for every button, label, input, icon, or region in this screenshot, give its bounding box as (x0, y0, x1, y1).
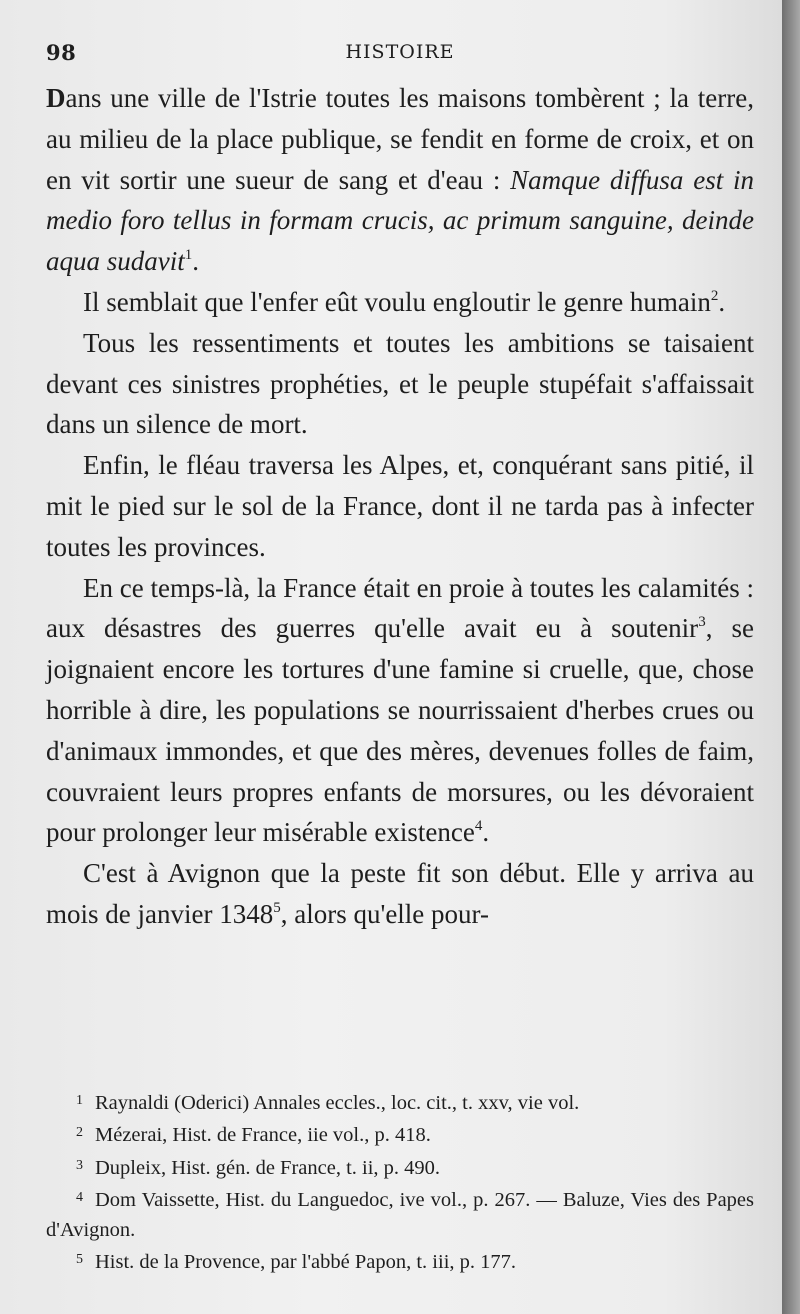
footnote-number: 1 (76, 1093, 83, 1108)
paragraph-6 (46, 853, 754, 935)
footnotes (46, 1086, 754, 1277)
paragraph-1 (46, 78, 754, 282)
footnote-number: 4 (76, 1190, 83, 1206)
footnote-text: Hist. de la Provence, par l'abbé Papon, t. iii, p. 177. (95, 1251, 517, 1274)
footnote-number: 3 (76, 1157, 83, 1173)
initial-letter: D (46, 83, 66, 113)
note-ref-3: 3 (698, 614, 706, 631)
footnote-2 (46, 1118, 754, 1150)
footnote-3 (46, 1151, 754, 1183)
paragraph-2 (46, 282, 754, 323)
footnote-number: 5 (76, 1252, 83, 1268)
paragraph-5 (46, 568, 754, 854)
page-number: 98 (46, 40, 77, 65)
paragraph-6-text-start: C'est à Avignon que la peste fit son début. Elle y arriva au mois de janvier 1348 (46, 858, 754, 929)
footnote-1 (46, 1086, 754, 1118)
page-header (46, 40, 754, 70)
paragraph-5-text-start: En ce temps-là, la France était en proie à toutes les calamités : aux désastres des guerres qu'elle avait eu à soutenir (46, 572, 754, 644)
paragraph-4: Enfin, le fléau traversa les Alpes, et, conquérant sans pitié, il mit le pied sur le sol de la France, dont il ne tarda pas à infecter toutes les provinces. (46, 450, 754, 562)
note-ref-5: 5 (273, 899, 281, 916)
paragraph-3: Tous les ressentiments et toutes les ambitions se taisaient devant ces sinistres prophéties, et le peuple stupéfait s'affaissait dans un silence de mort. (46, 327, 754, 440)
footnote-4 (46, 1183, 754, 1245)
paragraph-5-text-end: , se joignaient encore les tortures d'une famine si cruelle, que, chose horrible à dire, les populations se nourrissaient d'herbes crues ou d'animaux immondes, et que des mères, devenues folles de faim, couvraient leurs propres enfants de morsures, ou les dévoraient pour prolonger leur misérable existence (46, 613, 754, 848)
page-edge-shadow (782, 0, 800, 1314)
paragraph-2-end: . (718, 286, 726, 317)
note-ref-1: 1 (184, 247, 193, 264)
body-text (46, 78, 754, 935)
footnote-text: Raynaldi (Oderici) Annales eccles., loc. cit., t. xxv, vie vol. (95, 1092, 580, 1114)
running-head: HISTOIRE (345, 41, 455, 63)
footnote-text: Mézerai, Hist. de France, iie vol., p. 418. (95, 1124, 431, 1147)
latin-quote: Namque diffusa est in medio foro tellus in formam crucis, ac primum sanguine, deinde aqua sudavit (46, 164, 754, 277)
paragraph-6-text-end: , alors qu'elle pour- (280, 898, 489, 929)
footnote-text: Dom Vaissette, Hist. du Languedoc, ive vol., p. 267. — Baluze, Vies des Papes d'Avignon. (46, 1189, 754, 1241)
paragraph-1-text: ans une ville de l'Istrie toutes les maisons tombèrent ; la terre, au milieu de la place publique, se fendit en forme de croix, et on en vit sortir une sueur de sang et d'eau : (46, 83, 754, 195)
paragraph-1-end: . (192, 246, 199, 277)
note-ref-4: 4 (474, 818, 483, 835)
paragraph-5-end: . (482, 817, 490, 848)
paragraph-2-text: Il semblait que l'enfer eût voulu engloutir le genre humain (83, 286, 711, 317)
footnote-text: Dupleix, Hist. gén. de France, t. ii, p. 490. (95, 1156, 441, 1179)
footnote-5 (46, 1245, 754, 1277)
note-ref-2: 2 (710, 287, 719, 304)
footnote-number: 2 (76, 1125, 83, 1141)
